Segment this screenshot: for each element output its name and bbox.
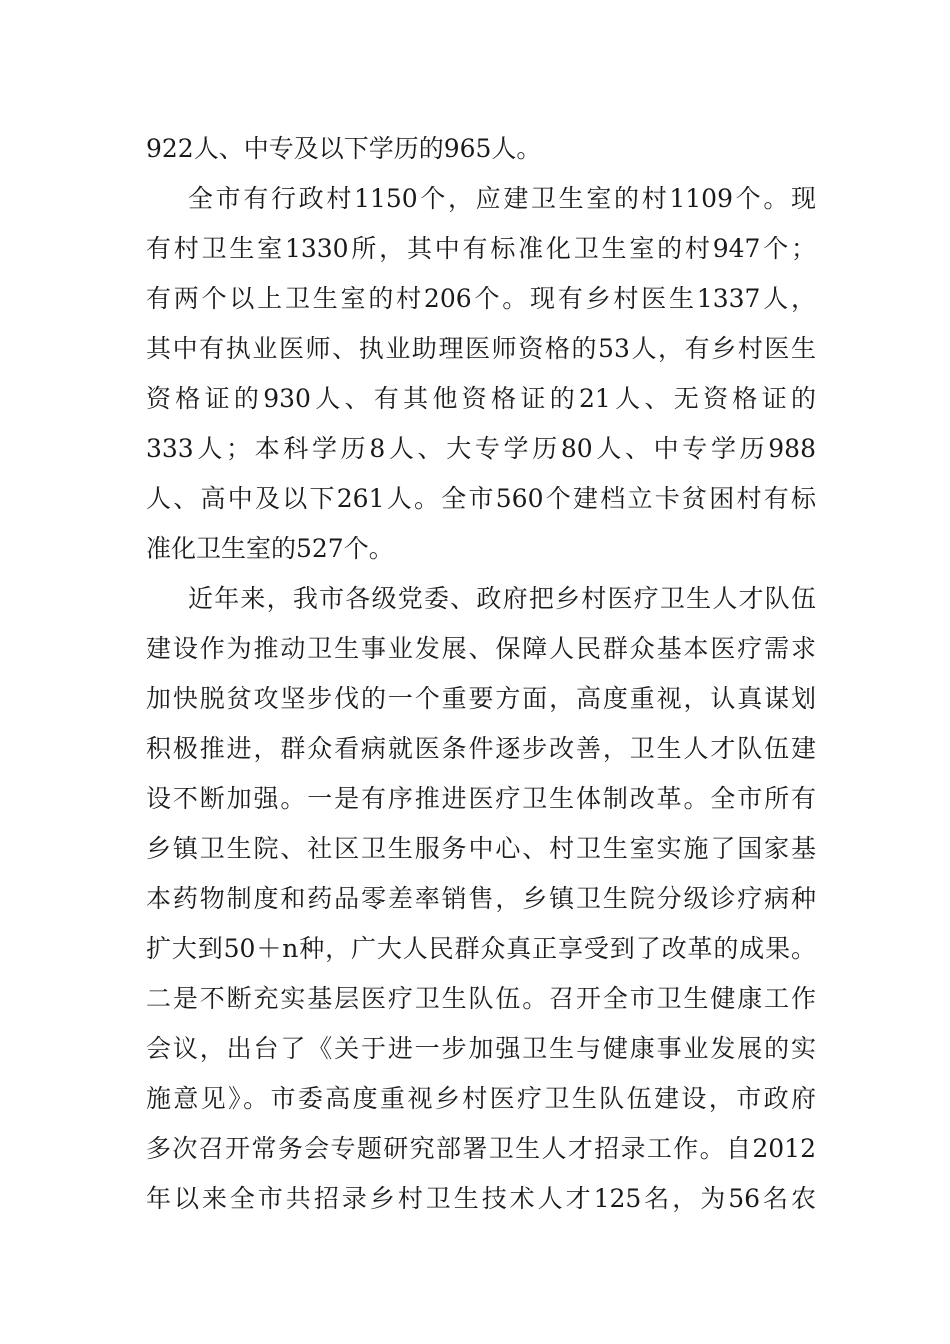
- paragraph-line: 会议，出台了《关于进一步加强卫生与健康事业发展的实: [146, 1034, 816, 1063]
- paragraph-line: 设不断加强。一是有序推进医疗卫生体制改革。全市所有: [146, 784, 816, 813]
- paragraph-line: 多次召开常务会专题研究部署卫生人才招录工作。自2012: [146, 1134, 816, 1163]
- paragraph-line: 全市有行政村1150个，应建卫生室的村1109个。现: [188, 184, 816, 213]
- document-body: [146, 124, 816, 1224]
- paragraph-line: 922人、中专及以下学历的965人。: [146, 134, 542, 163]
- paragraph-line: 加快脱贫攻坚步伐的一个重要方面，高度重视，认真谋划: [146, 684, 816, 713]
- paragraph-line: 333人；本科学历8人、大专学历80人、中专学历988: [146, 434, 816, 463]
- paragraph-line: 有村卫生室1330所，其中有标准化卫生室的村947个；: [146, 234, 816, 263]
- paragraph-line: 扩大到50＋n种，广大人民群众真正享受到了改革的成果。: [146, 934, 816, 963]
- paragraph-line: 年以来全市共招录乡村卫生技术人才125名，为56名农: [146, 1184, 816, 1213]
- paragraph-line: 乡镇卫生院、社区卫生服务中心、村卫生室实施了国家基: [146, 834, 816, 863]
- paragraph-line: 施意见》。市委高度重视乡村医疗卫生队伍建设，市政府: [146, 1084, 816, 1113]
- paragraph-line: 二是不断充实基层医疗卫生队伍。召开全市卫生健康工作: [146, 984, 816, 1013]
- paragraph-line: 准化卫生室的527个。: [146, 534, 394, 563]
- paragraph-line: 人、高中及以下261人。全市560个建档立卡贫困村有标: [146, 484, 816, 513]
- paragraph-line: 积极推进，群众看病就医条件逐步改善，卫生人才队伍建: [146, 734, 816, 763]
- paragraph-line: 有两个以上卫生室的村206个。现有乡村医生1337人，: [146, 284, 816, 313]
- paragraph-line: 本药物制度和药品零差率销售，乡镇卫生院分级诊疗病种: [146, 884, 816, 913]
- paragraph-line: 近年来，我市各级党委、政府把乡村医疗卫生人才队伍: [188, 584, 816, 613]
- paragraph-line: 其中有执业医师、执业助理医师资格的53人，有乡村医生: [146, 334, 816, 363]
- paragraph-line: 资格证的930人、有其他资格证的21人、无资格证的: [146, 384, 816, 413]
- paragraph-line: 建设作为推动卫生事业发展、保障人民群众基本医疗需求: [146, 634, 816, 663]
